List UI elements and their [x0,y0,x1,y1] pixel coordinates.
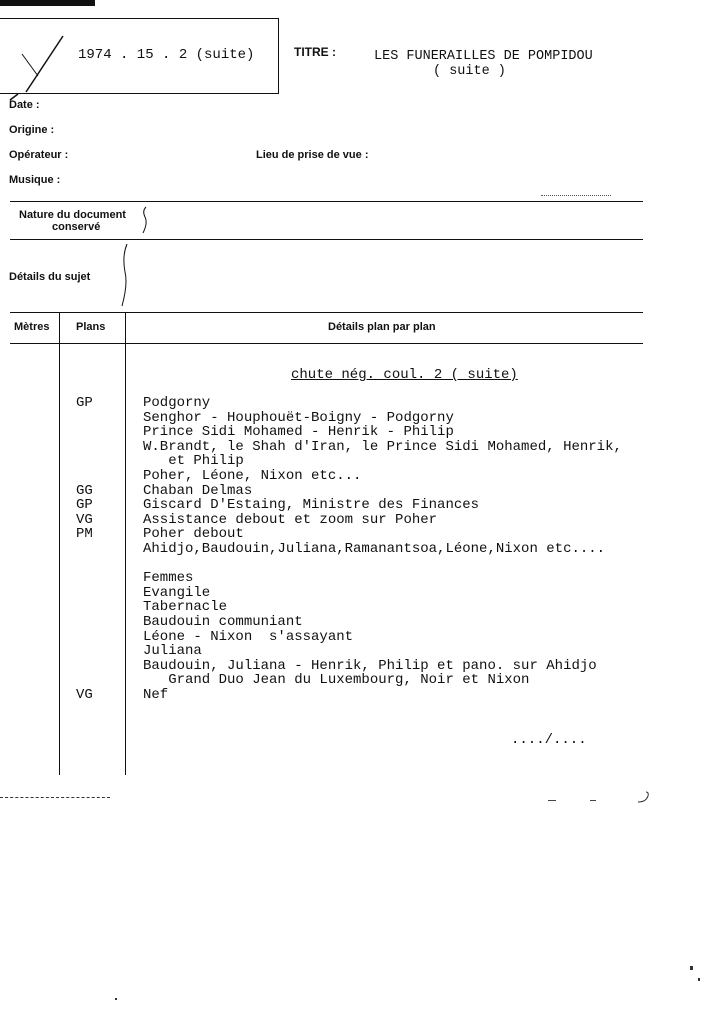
date-label: Date : [9,99,40,111]
bottom-right-mark-2 [590,800,596,801]
reference-number: 1974 . 15 . 2 (suite) [78,47,255,63]
section-heading: chute nég. coul. 2 ( suite) [291,367,518,383]
col-details-header: Détails plan par plan [328,321,436,333]
rule-1 [10,201,643,202]
details-sujet-label: Détails du sujet [9,271,91,283]
row-detail-text: Prince Sidi Mohamed - Henrik - Philip [143,424,454,441]
row-detail-text: Evangile [143,584,211,601]
row-detail-text: Giscard D'Estaing, Ministre des Finances [143,497,480,514]
row-detail-text: W.Brandt, le Shah d'Iran, le Prince Sidi Mohamed, Henrik, [143,438,622,455]
row-detail-text: Baudouin, Juliana - Henrik, Philip et pano. sur Ahidjo [143,657,597,674]
row-detail-text: Baudouin communiant [143,614,303,630]
form-code-mark [541,195,611,199]
row-detail-text: Poher, Léone, Nixon etc... [143,468,362,484]
row-plan-code: VG [76,511,93,528]
bottom-right-mark [548,800,556,801]
row-plan-code: PM [76,526,93,543]
document-title: LES FUNERAILLES DE POMPIDOU [374,49,593,64]
continuation-mark: ..../.... [511,732,587,748]
speck-2 [690,966,693,970]
row-detail-text: Grand Duo Jean du Luxembourg, Noir et Nixon [143,672,530,689]
row-plan-code: GP [76,497,93,514]
rule-2 [10,239,643,240]
reference-slash [8,34,68,104]
col-metres-header: Mètres [14,321,50,333]
speck-1 [115,998,117,1000]
titre-label: TITRE : [294,45,336,59]
musique-label: Musique : [9,174,61,186]
scan-corner-mark [0,0,95,6]
operateur-label: Opérateur : [9,149,69,161]
row-plan-code: VG [76,687,93,703]
bottom-dashed-rule [0,797,110,798]
nature-label-2: conservé [52,221,101,233]
speck-3 [698,978,700,981]
row-plan-code: GP [76,395,93,411]
lieu-label: Lieu de prise de vue : [256,149,369,161]
row-plan-code: GG [76,482,93,499]
row-detail-text: Senghor - Houphouët-Boigny - Podgorny [143,409,454,426]
rule-4 [10,343,643,344]
col-divider-2 [125,313,126,775]
row-detail-text: et Philip [143,453,244,470]
rule-3 [10,312,643,313]
row-detail-text: Juliana [143,643,202,660]
nature-brace [140,205,150,235]
row-detail-text: Ahidjo,Baudouin,Juliana,Ramanantsoa,Léone,Nixon etc.... [143,541,606,557]
details-brace [118,242,130,310]
row-detail-text: Poher debout [143,526,244,543]
document-title-suite: ( suite ) [433,64,506,79]
col-plans-header: Plans [76,321,106,333]
col-divider-1 [59,313,60,775]
row-detail-text: Chaban Delmas [143,482,253,499]
origine-label: Origine : [9,124,55,136]
nature-label: Nature du document [19,209,126,221]
row-detail-text: Tabernacle [143,599,228,616]
row-detail-text: Femmes [143,570,194,587]
row-detail-text: Podgorny [143,395,211,411]
row-detail-text: Léone - Nixon s'assayant [143,628,354,645]
row-detail-text: Nef [143,687,169,703]
row-detail-text: Assistance debout et zoom sur Poher [143,511,438,528]
bottom-right-squiggle [636,790,656,806]
